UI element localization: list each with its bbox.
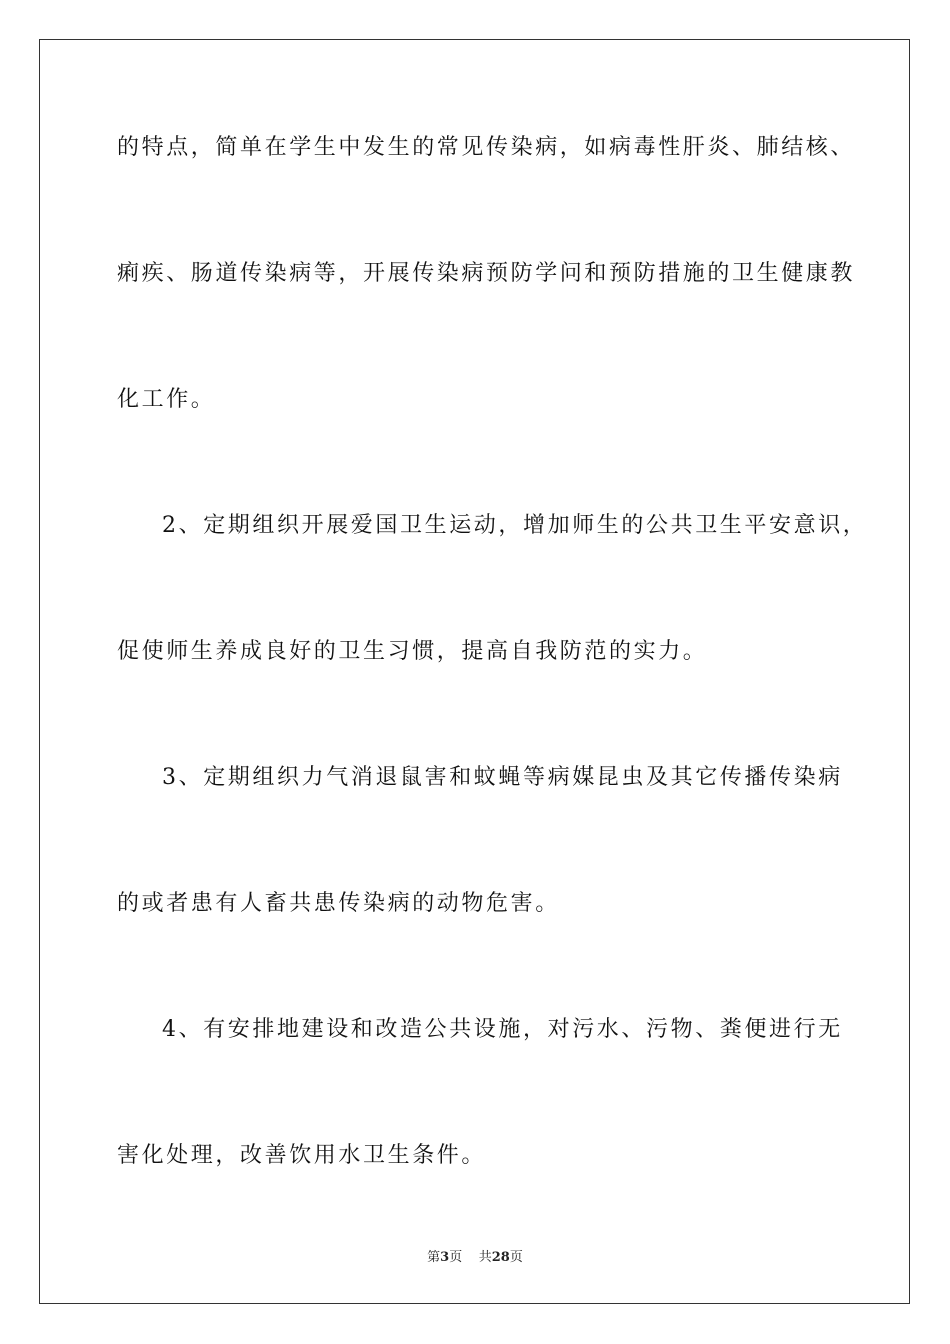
body-line-7: 的或者患有人畜共患传染病的动物危害。 [117,891,560,916]
footer-page-number: 3 [440,1250,450,1265]
body-line-8: 4、有安排地建设和改造公共设施，对污水、污物、粪便进行无 [162,1017,843,1042]
body-line-2: 痢疾、肠道传染病等，开展传染病预防学问和预防措施的卫生健康教 [117,261,856,286]
footer-page-prefix: 第 [427,1250,441,1265]
footer-total-prefix: 共 [478,1250,492,1265]
footer-page-suffix: 页 [449,1250,463,1265]
footer-total-suffix: 页 [509,1250,523,1265]
body-line-4: 2、定期组织开展爱国卫生运动，增加师生的公共卫生平安意识， [162,513,868,538]
page-footer [0,1246,950,1265]
body-line-3: 化工作。 [117,387,216,412]
page-border [39,39,910,1304]
body-line-9: 害化处理，改善饮用水卫生条件。 [117,1143,487,1168]
body-line-6: 3、定期组织力气消退鼠害和蚊蝇等病媒昆虫及其它传播传染病 [162,765,843,790]
body-line-1: 的特点，简单在学生中发生的常见传染病，如病毒性肝炎、肺结核、 [117,135,856,160]
footer-total-number: 28 [491,1250,510,1265]
body-line-5: 促使师生养成良好的卫生习惯，提高自我防范的实力。 [117,639,708,664]
